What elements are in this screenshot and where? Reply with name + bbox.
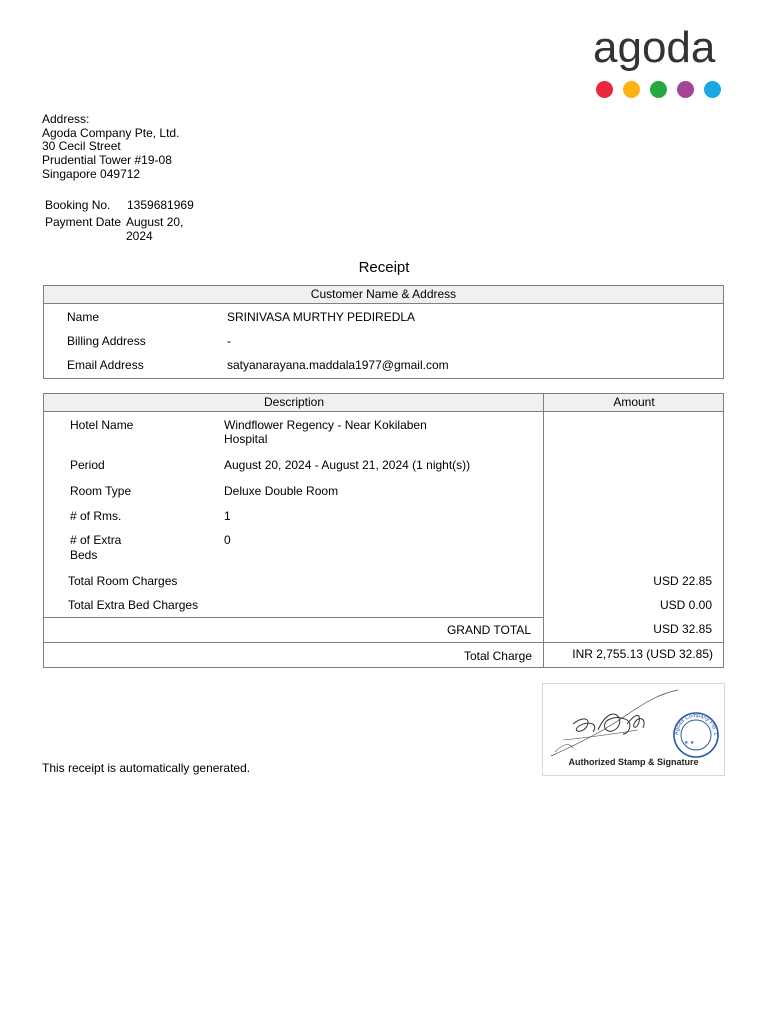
company-address: [42, 113, 179, 182]
total-extra-bed-label: Total Extra Bed Charges: [68, 598, 199, 612]
payment-date-value: August 20,: [126, 215, 184, 229]
grand-total-divider: [43, 642, 724, 643]
grand-total-label: GRAND TOTAL: [446, 623, 531, 637]
logo-dot-blue: [704, 81, 721, 98]
total-room-charges-amount: USD 22.85: [653, 574, 712, 588]
period-value: August 20, 2024 - August 21, 2024 (1 night(s)): [224, 458, 471, 472]
rooms-label: # of Rms.: [70, 509, 122, 523]
subtotal-divider: [43, 617, 544, 618]
billing-address-label: Billing Address: [67, 334, 146, 348]
seal-text: Agoda Company Pte. L: [673, 712, 719, 736]
booking-no-value: 1359681969: [127, 198, 194, 212]
total-charge-amount: INR 2,755.13 (USD 32.85): [572, 647, 713, 661]
address-line: Prudential Tower #19-08: [42, 153, 172, 168]
room-type-value: Deluxe Double Room: [224, 484, 339, 498]
payment-date-label: Payment Date: [45, 215, 122, 229]
company-seal-icon: [671, 710, 721, 760]
hotel-name-label: Hotel Name: [70, 418, 134, 432]
extra-beds-label: # of Extra: [70, 533, 122, 547]
email-address-value: satyanarayana.maddala1977@gmail.com: [227, 358, 449, 372]
room-type-label: Room Type: [70, 484, 132, 498]
address-line: Singapore 049712: [42, 166, 141, 181]
extra-beds-label-cont: Beds: [70, 548, 98, 562]
payment-date-year: 2024: [126, 229, 153, 243]
description-header: Description: [263, 395, 325, 409]
rooms-value: 1: [224, 509, 231, 523]
footer-note: This receipt is automatically generated.: [42, 761, 251, 775]
extra-beds-value: 0: [224, 533, 231, 547]
email-address-label: Email Address: [67, 358, 144, 372]
logo-dot-yellow: [623, 81, 640, 98]
period-label: Period: [70, 458, 105, 472]
address-line: 30 Cecil Street: [42, 139, 121, 154]
address-line: Agoda Company Pte, Ltd.: [42, 125, 180, 140]
hotel-name-value-cont: Hospital: [224, 432, 268, 446]
grand-total-amount: USD 32.85: [653, 622, 712, 636]
customer-table-header: Customer Name & Address: [44, 286, 723, 304]
svg-text:★ ★: ★ ★: [684, 740, 695, 746]
logo-wordmark: agoda: [593, 23, 716, 72]
amount-header: Amount: [613, 395, 655, 409]
total-room-charges-label: Total Room Charges: [68, 574, 178, 588]
customer-name-label: Name: [67, 310, 100, 324]
authorized-stamp-box: [542, 683, 725, 776]
receipt-title: Receipt: [358, 259, 410, 276]
logo-dot-red: [596, 81, 613, 98]
booking-no-label: Booking No.: [45, 198, 111, 212]
logo-dot-purple: [677, 81, 694, 98]
address-label: Address:: [42, 112, 90, 126]
stamp-caption: Authorized Stamp & Signature: [568, 757, 699, 767]
total-extra-bed-amount: USD 0.00: [659, 598, 712, 612]
billing-address-value: -: [227, 334, 231, 348]
logo-dot-green: [650, 81, 667, 98]
hotel-name-value: Windflower Regency - Near Kokilaben: [224, 418, 427, 432]
customer-name-value: SRINIVASA MURTHY PEDIREDLA: [227, 310, 416, 324]
column-divider: [543, 393, 544, 667]
total-charge-label: Total Charge: [463, 649, 532, 663]
